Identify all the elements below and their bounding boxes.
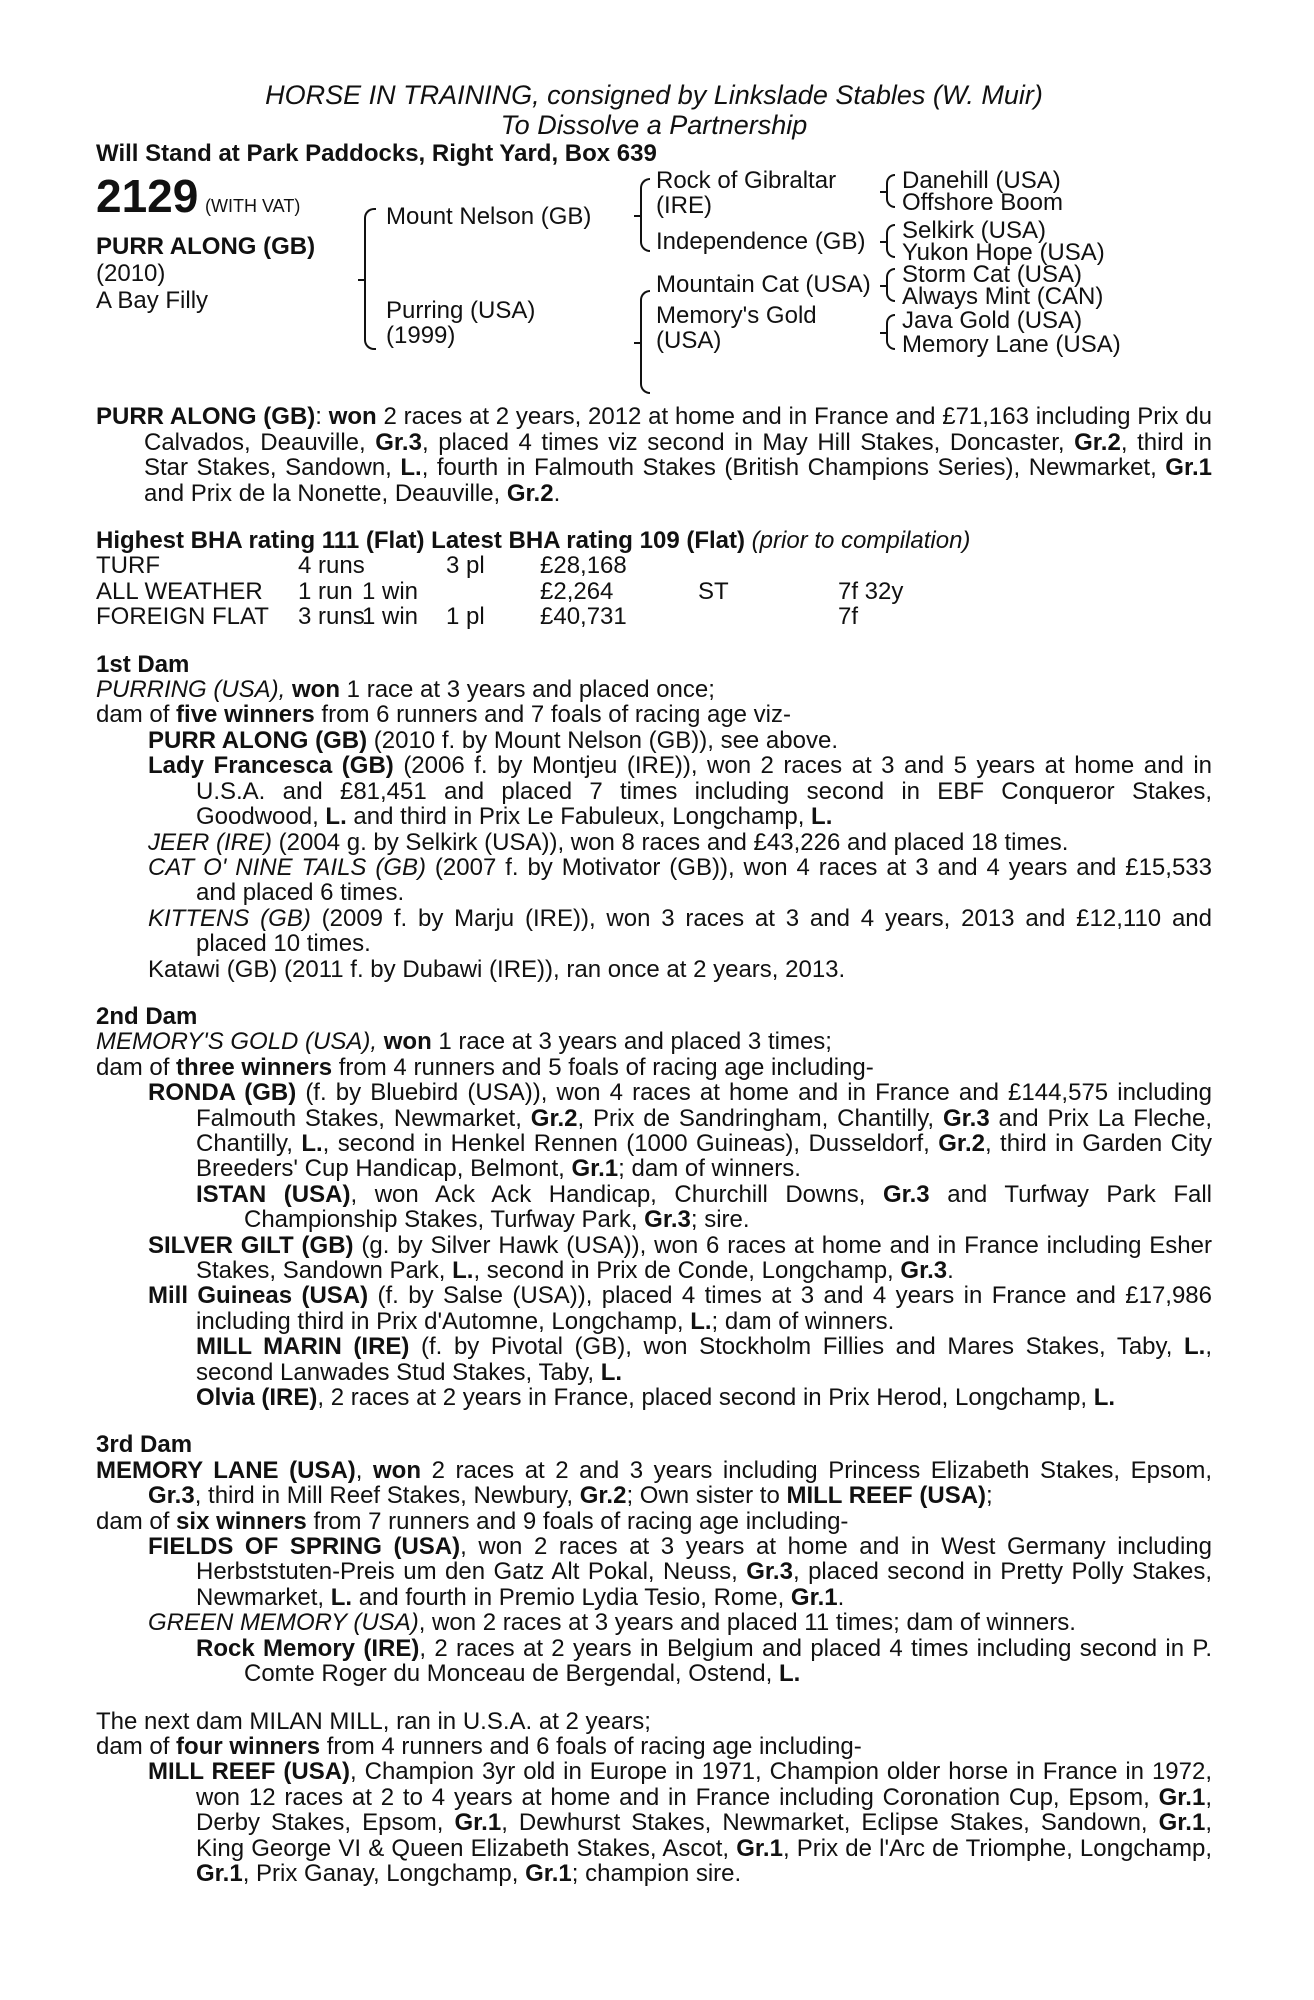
pedigree-block	[96, 168, 1212, 404]
next-dam-record: The next dam MILAN MILL, ran in U.S.A. at 2 years;	[96, 1707, 651, 1735]
stat-cell: £2,264	[540, 577, 614, 605]
stat-cell: ST	[698, 577, 729, 605]
ggs-4: Java Gold (USA)	[902, 307, 1083, 335]
brace-gg1	[886, 174, 895, 208]
progeny-entry: GREEN MEMORY (USA), won 2 races at 3 years and placed 11 times; dam of winners.	[148, 1609, 1076, 1637]
stat-cell: £40,731	[540, 603, 627, 631]
ggs-2: Selkirk (USA)	[902, 217, 1047, 245]
stat-cell: 3 pl	[446, 552, 485, 580]
first-dam-produce: dam of five winners from 6 runners and 7 foals of racing age viz-	[96, 701, 792, 729]
grand-progeny-entry: ISTAN (USA), won Ack Ack Handicap, Churchill Downs, Gr.3 and Turfway Park Fall Championship Stakes, Turfway Park, Gr.3; sire.	[196, 1180, 1213, 1234]
sire-sire-line1: Rock of Gibraltar	[656, 167, 837, 195]
stat-cell: 3 runs	[298, 603, 365, 631]
dam-line1: Purring (USA)	[386, 297, 536, 325]
progeny-entry: CAT O' NINE TAILS (GB) (2007 f. by Motivator (GB)), won 4 races at 3 and 4 years and £15,533 and placed 6 times.	[148, 853, 1212, 907]
second-dam-produce: dam of three winners from 4 runners and 5 foals of racing age including-	[96, 1053, 874, 1081]
stat-cell: 1 win	[362, 577, 419, 605]
second-dam-heading: 2nd Dam	[96, 1002, 198, 1030]
dam-dam-line1: Memory's Gold	[656, 302, 817, 330]
ggd-1: Offshore Boom	[902, 189, 1063, 217]
grand-progeny-entry: Olvia (IRE), 2 races at 2 years in France, placed second in Prix Herod, Longchamp, L.	[196, 1384, 1116, 1412]
stat-cell: 1 pl	[446, 603, 485, 631]
ggs-3: Storm Cat (USA)	[902, 261, 1083, 289]
stat-cell: FOREIGN FLAT	[96, 603, 269, 631]
stat-cell	[698, 604, 838, 629]
next-dam-produce: dam of four winners from 4 runners and 6 foals of racing age including-	[96, 1732, 862, 1760]
vat-label: (WITH VAT)	[205, 196, 301, 217]
consignor-line: HORSE IN TRAINING, consigned by Linkslade Stables (W. Muir)	[265, 80, 1043, 110]
partnership-line: To Dissolve a Partnership	[500, 110, 808, 140]
dam-parents-brace	[640, 290, 650, 394]
third-dam-record: MEMORY LANE (USA), won 2 races at 2 and 3 years including Princess Elizabeth Stakes, Epsom, Gr.3, third in Mill Reef Stakes, Newbury, Gr.2; Own sister to MILL REEF (USA);	[96, 1456, 1213, 1510]
progeny-entry: MILL REEF (USA), Champion 3yr old in Europe in 1971, Champion older horse in France in 1972, won 12 races at 2 to 4 years at home and in France including Coronation Cup, Epsom, Gr.1, Derby Stakes, Epsom, Gr.1, Dewhurst Stakes, Newmarket, Eclipse Stakes, Sandown, Gr.1, King George VI & Queen Elizabeth Stakes, Ascot, Gr.1, Prix de l'Arc de Triomphe, Longchamp, Gr.1, Prix Ganay, Longchamp, Gr.1; champion sire.	[148, 1758, 1213, 1887]
stat-cell: 4 runs	[298, 552, 365, 580]
dam-dam-line2: (USA)	[656, 327, 722, 355]
brace-gg2	[886, 224, 895, 258]
stat-cell: £28,168	[540, 552, 627, 580]
sire: Mount Nelson (GB)	[386, 203, 592, 231]
stat-cell: 1 run	[298, 577, 353, 605]
horse-description: A Bay Filly	[96, 287, 209, 315]
brace-gg4	[886, 314, 895, 350]
lot-number: 2129	[96, 170, 199, 223]
race-record-table	[96, 553, 1212, 629]
stat-cell: 7f	[838, 603, 859, 631]
progeny-entry: SILVER GILT (GB) (g. by Silver Hawk (USA)), won 6 races at home and in France including Esher Stakes, Sandown Park, L., second in Prix de Conde, Longchamp, Gr.3.	[148, 1231, 1212, 1284]
progeny-entry: Lady Francesca (GB) (2006 f. by Montjeu (IRE)), won 2 races at 3 and 5 years at home and in U.S.A. and £81,451 and placed 7 times including second in EBF Conqueror Stakes, Goodwood, L. and third in Prix Le Fabuleux, Longchamp, L.	[148, 752, 1213, 831]
first-dam-record: PURRING (USA), won 1 race at 3 years and placed once;	[96, 676, 715, 704]
lot-number-line	[96, 170, 301, 223]
catalogue-page	[96, 80, 1212, 1886]
progeny-entry: RONDA (GB) (f. by Bluebird (USA)), won 4 races at home and in France and £144,575 including Falmouth Stakes, Newmarket, Gr.2, Prix de Sandringham, Chantilly, Gr.3 and Prix La Fleche, Chantilly, L., second in Henkel Rennen (1000 Guineas), Dusseldorf, Gr.2, third in Garden City Breeders' Cup Handicap, Belmont, Gr.1; dam of winners.	[148, 1079, 1213, 1183]
ggd-3: Always Mint (CAN)	[902, 283, 1104, 311]
progeny-entry: FIELDS OF SPRING (USA), won 2 races at 3 years at home and in West Germany including Herbststuten-Preis um den Gatz Alt Pokal, Neuss, Gr.3, placed second in Pretty Polly Stakes, Newmarket, L. and fourth in Premio Lydia Tesio, Rome, Gr.1.	[148, 1533, 1213, 1611]
stat-cell: ALL WEATHER	[96, 577, 263, 605]
horse-name: PURR ALONG (GB)	[96, 233, 316, 261]
race-summary: PURR ALONG (GB): won 2 races at 2 years, 2012 at home and in France and £71,163 including Prix du Calvados, Deauville, Gr.3, placed 4 times viz second in May Hill Stakes, Doncaster, Gr.2, third in Star Stakes, Sandown, L., fourth in Falmouth Stakes (British Champions Series), Newmarket, Gr.1 and Prix de la Nonette, Deauville, Gr.2.	[96, 403, 1213, 507]
sire-dam-brace	[364, 208, 376, 350]
progeny-entry: JEER (IRE) (2004 g. by Selkirk (USA)), won 8 races and £43,226 and placed 18 times.	[148, 828, 1069, 856]
stand-location: Will Stand at Park Paddocks, Right Yard, Box 639	[96, 140, 657, 167]
stat-cell	[838, 553, 938, 578]
progeny-entry: PURR ALONG (GB) (2010 f. by Mount Nelson (GB)), see above.	[148, 726, 838, 754]
progeny-entry: KITTENS (GB) (2009 f. by Marju (IRE)), won 3 races at 3 and 4 years, 2013 and £12,110 and placed 10 times.	[148, 904, 1212, 958]
horse-year: (2010)	[96, 260, 166, 288]
progeny-entry: Mill Guineas (USA) (f. by Salse (USA)), placed 4 times at 3 and 4 years in France and £17,986 including third in Prix d'Automne, Longchamp, L.; dam of winners.	[148, 1282, 1212, 1335]
dam-line2: (1999)	[386, 322, 456, 350]
ggd-4: Memory Lane (USA)	[902, 331, 1121, 359]
ratings-heading: Highest BHA rating 111 (Flat) Latest BHA rating 109 (Flat) (prior to compilation)	[96, 527, 971, 555]
stat-cell	[362, 553, 446, 578]
stat-cell	[698, 553, 838, 578]
third-dam-produce: dam of six winners from 7 runners and 9 foals of racing age including-	[96, 1507, 849, 1535]
sire-sire-line2: (IRE)	[656, 192, 712, 220]
second-dam-record: MEMORY'S GOLD (USA), won 1 race at 3 years and placed 3 times;	[96, 1028, 832, 1056]
stat-cell: 7f 32y	[838, 577, 904, 605]
dam-sire: Mountain Cat (USA)	[656, 271, 871, 299]
brace-gg3	[886, 268, 895, 302]
stat-cell	[446, 579, 540, 604]
first-dam-heading: 1st Dam	[96, 650, 190, 678]
grand-progeny-entry: MILL MARIN (IRE) (f. by Pivotal (GB), won Stockholm Fillies and Mares Stakes, Taby, L., second Lanwades Stud Stakes, Taby, L.	[196, 1333, 1213, 1386]
grand-progeny-entry: Rock Memory (IRE), 2 races at 2 years in Belgium and placed 4 times including second in P. Comte Roger du Monceau de Bergendal, Ostend, L.	[196, 1634, 1213, 1688]
third-dam-heading: 3rd Dam	[96, 1431, 193, 1459]
stat-cell: 1 win	[362, 603, 419, 631]
sire-dam: Independence (GB)	[656, 228, 866, 256]
progeny-entry: Katawi (GB) (2011 f. by Dubawi (IRE)), ran once at 2 years, 2013.	[148, 955, 846, 983]
ggs-1: Danehill (USA)	[902, 167, 1061, 195]
ggd-2: Yukon Hope (USA)	[902, 239, 1105, 267]
stat-cell: TURF	[96, 552, 160, 580]
sire-parents-brace	[640, 178, 650, 252]
